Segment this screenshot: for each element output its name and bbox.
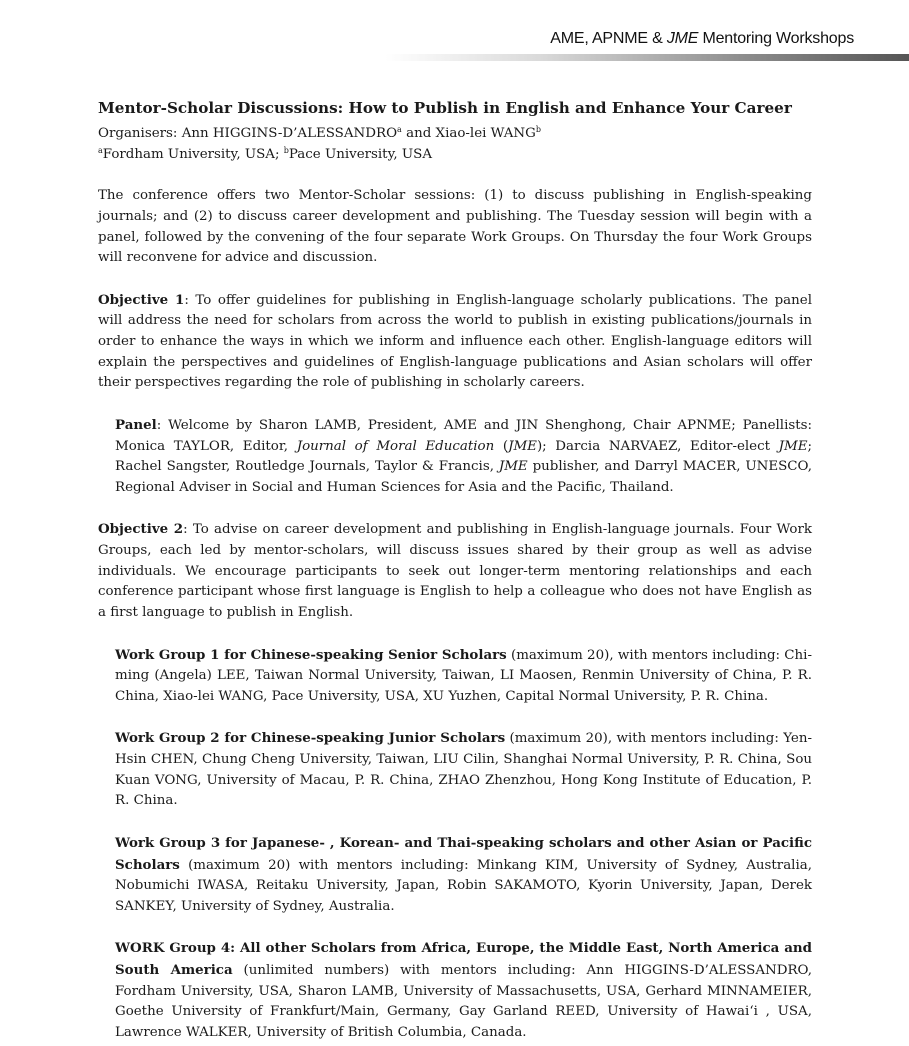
panel-text-2: ( xyxy=(494,438,509,454)
affiliation-b-sup: b xyxy=(283,145,289,155)
document-title: Mentor-Scholar Discussions: How to Publish in English and Enhance Your Career xyxy=(98,99,792,117)
objective1-label: Objective 1 xyxy=(98,291,185,308)
panel-text-1: : Welcome by Sharon LAMB, President, AME and JIN Shenghong, Chair APNME; Panellists: Monica TAYLOR, Editor, xyxy=(115,417,812,454)
work-group-1-text: (maximum 20), with mentors including: Chi-ming (Angela) LEE, Taiwan Normal University, Taiwan, LI Maosen, Renmin University of China, P. R. China, Xiao-lei WANG, Pace University, USA, XU Yuzhen, Capital Normal University, P. R. China. xyxy=(115,647,812,704)
organiser-b-sup: b xyxy=(535,125,541,134)
organiser-a: Ann HIGGINS-D’ALESSANDRO xyxy=(181,126,398,141)
running-title-journal: JME xyxy=(666,30,699,47)
objective2-text: : To advise on career development and publishing in English-language journals. Four Work Groups, each led by mentor-scholars, will discuss issues shared by their group as well as advise individuals. We encourage participants to seek out longer-term mentoring relationships and each conference participant whose first language is English to help a colleague who does not have English as a first language to publish in English. xyxy=(98,522,812,621)
work-group-2-label: Work Group 2 for Chinese-speaking Junior Scholars xyxy=(115,730,506,747)
panel-label: Panel xyxy=(115,416,157,433)
work-group-4-label: WORK Group 4: All other Scholars from Africa, Europe, the Middle East, North America and South America xyxy=(115,940,812,978)
work-group-3-text: (maximum 20) with mentors including: Minkang KIM, University of Sydney, Australia, Nobumichi IWASA, Reitaku University, Japan, Robin SAKAMOTO, Kyorin University, Japan, Derek SANKEY, University of Sydney, Australia. xyxy=(115,857,812,914)
work-group-4 xyxy=(115,938,812,1044)
panel-text-4: ; Rachel Sangster, Routledge Journals, Taylor & Francis, xyxy=(115,438,812,475)
work-group-1-label: Work Group 1 for Chinese-speaking Senior Scholars xyxy=(115,646,507,663)
panel-jme-1: JME xyxy=(508,438,537,454)
running-title xyxy=(550,30,854,48)
organisers-and: and xyxy=(401,126,436,141)
organisers-label: Organisers: xyxy=(98,126,182,141)
objective1-paragraph xyxy=(98,290,812,395)
organisers-line xyxy=(98,124,812,145)
panel-jme-2: JME xyxy=(778,438,808,454)
affiliation-a-sup: a xyxy=(98,145,103,155)
work-group-4-text: (unlimited numbers) with mentors including: Ann HIGGINS-D’ALESSANDRO, Fordham University, USA, Sharon LAMB, University of Massachusetts, USA, Gerhard MINNAMEIER, Goethe University of Frankfurt/Main, Germany, Gay Garland REED, University of Hawai‘i , USA, Lawrence WALKER, University of British Columbia, Canada. xyxy=(115,963,812,1041)
page-header xyxy=(0,0,909,62)
organiser-a-sup: a xyxy=(397,125,402,134)
panel-text-5: publisher, and Darryl MACER, UNESCO, Regional Adviser in Social and Human Sciences for Asia and the Pacific, Thailand. xyxy=(115,459,813,495)
affiliation-b: Pace University, USA xyxy=(288,146,432,162)
work-group-2 xyxy=(115,728,812,812)
organiser-b: Xiao-lei WANG xyxy=(435,126,536,141)
work-group-3 xyxy=(115,833,812,918)
affiliation-a: Fordham University, USA; xyxy=(102,146,284,162)
objective1-text: : To offer guidelines for publishing in English-language scholarly publications. The panel will address the need for scholars from across the world to publish in existing publications/journals in order to enhance the ways in which we inform and influence each other. English-language editors will explain the perspectives and guidelines of English-language publications and Asian scholars will offer their perspectives regarding the role of publishing in scholarly careers. xyxy=(98,292,812,391)
work-group-2-text: (maximum 20), with mentors including: Yen-Hsin CHEN, Chung Cheng University, Taiwan, LIU Cilin, Shanghai Normal University, P. R. China, Sou Kuan VONG, University of Macau, P. R. China, ZHAO Zhenzhou, Hong Kong Institute of Education, P. R. China. xyxy=(115,731,812,809)
header-gradient-rule xyxy=(385,54,909,61)
work-group-1 xyxy=(115,645,812,708)
intro-paragraph: The conference offers two Mentor-Scholar sessions: (1) to discuss publishing in English-speaking journals; and (2) to discuss career development and publishing. The Tuesday session will begin with a panel, followed by the convening of the four separate Work Groups. On Thursday the four Work Groups will reconvene for advice and discussion. xyxy=(98,188,812,266)
document-body xyxy=(98,98,812,1044)
panel-jme-3: JME xyxy=(498,459,528,475)
panel-journal-title: Journal of Moral Education xyxy=(296,438,495,454)
objective2-label: Objective 2 xyxy=(98,521,184,538)
running-title-part1: AME, APNME & xyxy=(550,30,667,47)
affiliations-line xyxy=(98,145,812,166)
panel-text-3: ); Darcia NARVAEZ, Editor-elect xyxy=(536,438,779,454)
panel-paragraph xyxy=(115,415,812,499)
work-group-3-label: Work Group 3 for Japanese- , Korean- and Thai-speaking scholars and other Asian or Pacific Scholars xyxy=(115,834,812,873)
objective2-paragraph xyxy=(98,519,812,624)
running-title-part2: Mentoring Workshops xyxy=(698,30,854,47)
